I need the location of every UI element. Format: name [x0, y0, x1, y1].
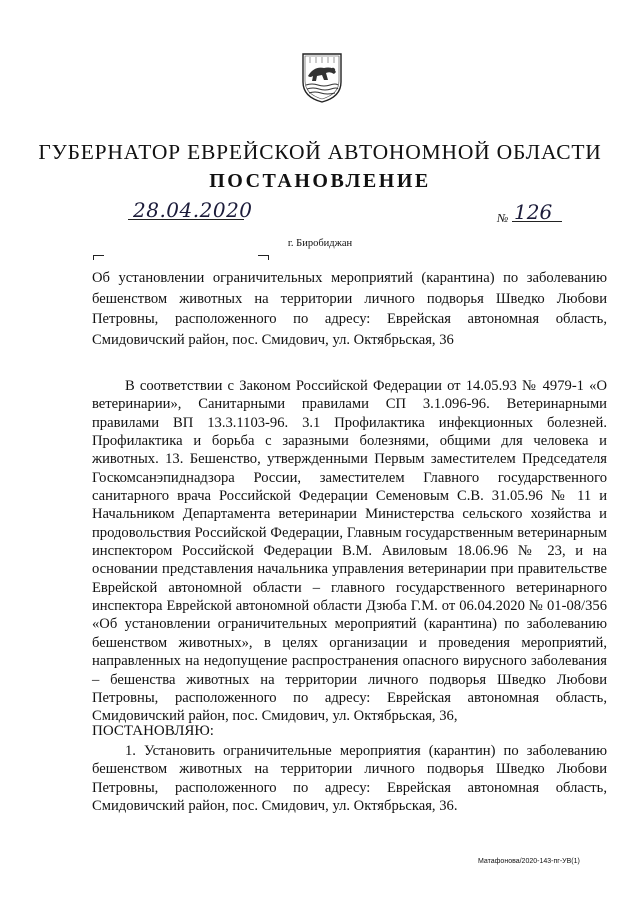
city: г. Биробиджан	[287, 238, 353, 249]
right-corner-mark	[258, 255, 269, 260]
preamble-paragraph: В соответствии с Законом Российской Федерации от 14.05.93 № 4979-1 «О ветеринарии», Санитарными правилами СП 3.1.096-96. Ветеринарными правилами ВП 13.3.1103-96. 3.1 Профилактика инфекционных болезней. Профилактика и борьба с заразными болезнями, общими для человека и животных. 13. Бешенство, утвержденными Первым заместителем Председателя Госкомсанэпиднадзора России, заместителем Главного государственного санитарного врача Российской Федерации Семеновым С.В. 31.05.96 № 11 и Начальником Департамента ветеринарии Министерства сельского хозяйства и продовольствия Российской Федерации, Главным государственным ветеринарным инспектором Российской Федерации В.М. Авиловым 18.06.96 № 23, и на основании представления начальника управления ветеринарии при правительстве Еврейской автономной области – главного государственного ветеринарного инспектора Еврейской автономной области Дзюба Г.М. от 06.04.2020 № 01-08/356 «Об установлении ограничительных мероприятий (карантина) по заболеванию бешенством животных», в целях организации и проведения мероприятий, направленных на недопущение распространения опасного вирусного заболевания – бешенства животных на территории личного подворья Шведко Любови Петровны, расположенного по адресу: Еврейская автономная область, Смидовичский район, пос. Смидович, ул. Октябрьская, 36,	[92, 378, 607, 725]
coat-of-arms-icon	[300, 52, 344, 104]
decree-subject: Об установлении ограничительных мероприятий (карантина) по заболеванию бешенством животных на территории личного подворья Шведко Любови Петровны, расположенного по адресу: Еврейская автономная область, Смидовичский район, пос. Смидович, ул. Октябрьская, 36	[92, 270, 607, 349]
footer-reference: Матафонова/2020-143-пг-УВ(1)	[478, 858, 580, 865]
number-label: №	[497, 211, 509, 225]
resolve-heading: ПОСТАНОВЛЯЮ:	[92, 723, 214, 739]
issuer-title: ГУБЕРНАТОР ЕВРЕЙСКОЙ АВТОНОМНОЙ ОБЛАСТИ	[38, 140, 602, 164]
document-type: ПОСТАНОВЛЕНИЕ	[209, 170, 431, 192]
item-1-paragraph: 1. Установить ограничительные мероприятия (карантин) по заболеванию бешенством животных на территории личного подворья Шведко Любови Петровны, расположенного по адресу: Еврейская автономная область, Смидовичский район, пос. Смидович, ул. Октябрьская, 36.	[92, 743, 607, 815]
date-underline	[128, 219, 244, 220]
left-corner-mark	[93, 255, 104, 260]
decree-date: 28.04.2020	[133, 198, 253, 222]
decree-number: 126	[514, 200, 553, 224]
number-underline	[512, 221, 562, 222]
